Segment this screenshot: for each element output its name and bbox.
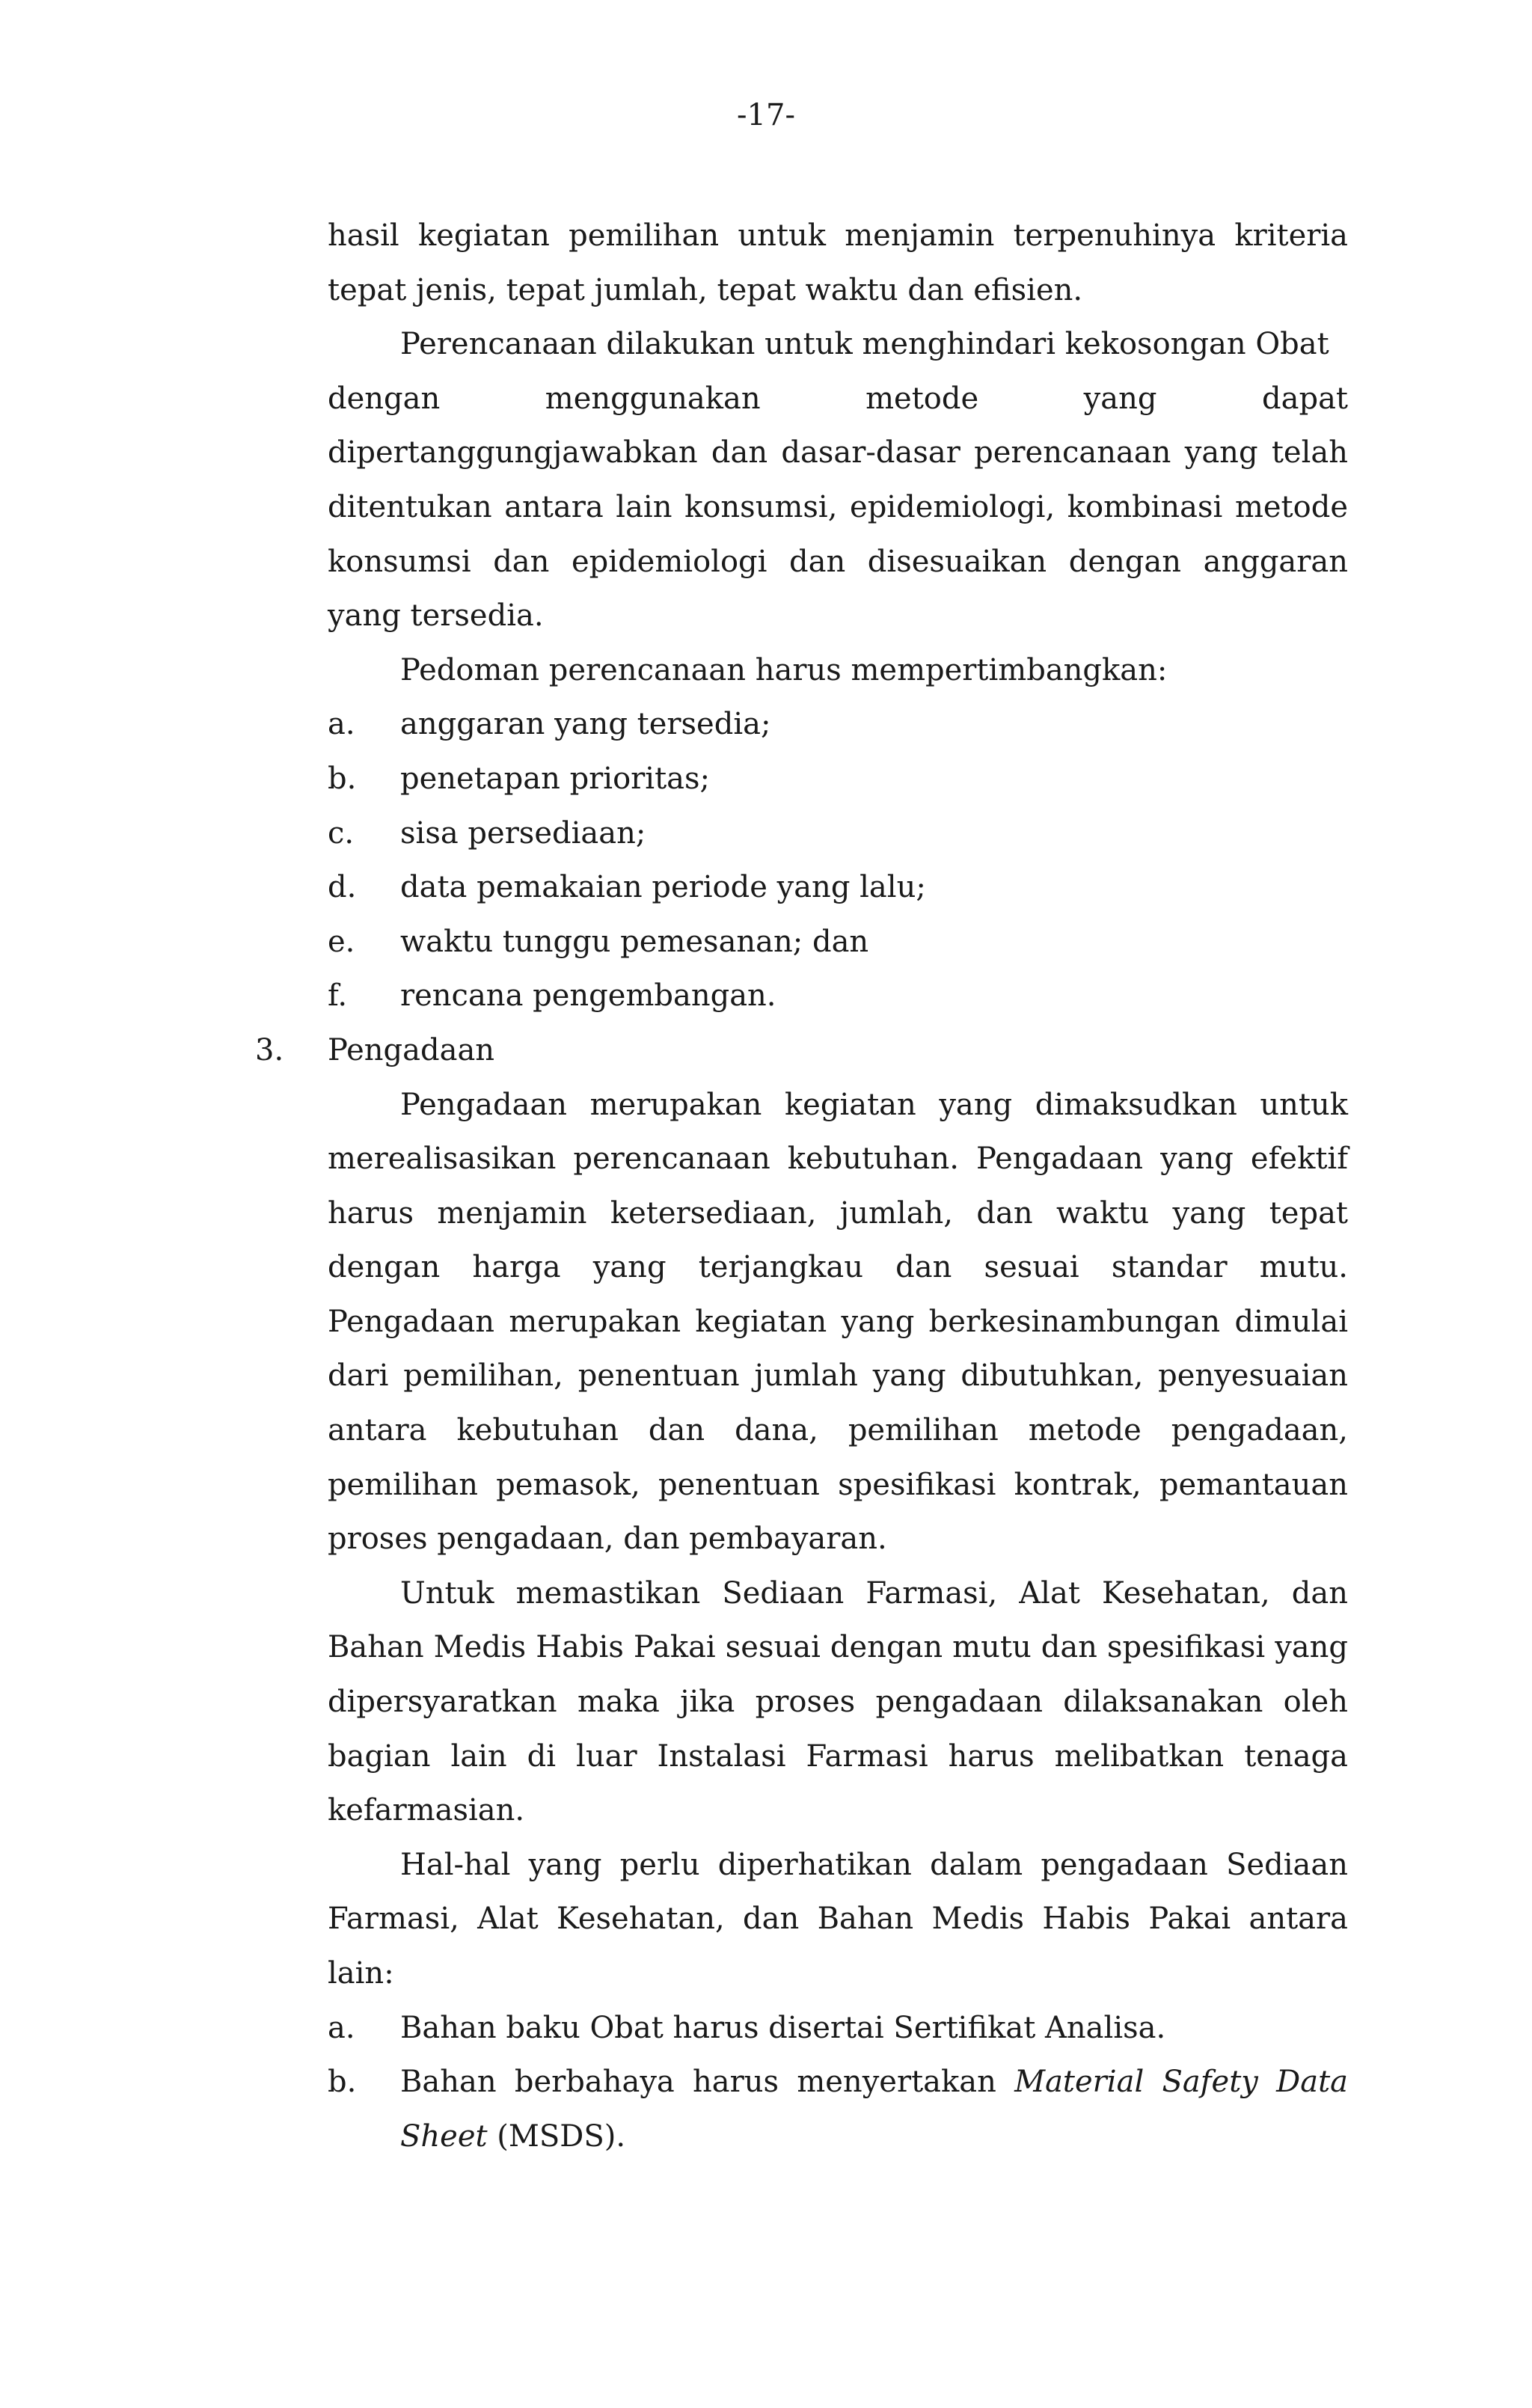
list-item-text: data pemakaian periode yang lalu; [400,870,926,905]
list-item-text: rencana pengembangan. [400,978,776,1014]
list-item [328,2055,1348,2163]
list-marker: a. [328,2010,355,2045]
list-marker: b. [328,761,357,796]
document-body [255,209,1348,2163]
pedoman-list [328,697,1348,1023]
list-item-text-suffix: (MSDS). [487,2119,626,2154]
list-item-text-plain: Bahan berbahaya harus menyertakan [400,2065,1015,2100]
list-item-text: Bahan baku Obat harus disertai Sertifikat Analisa. [400,2010,1166,2045]
list-item-text: sisa persediaan; [400,815,646,851]
paragraph-hal-hal: Hal-hal yang perlu diperhatikan dalam pengadaan Sediaan Farmasi, Alat Kesehatan, dan Bahan Medis Habis Pakai antara lain: [328,1847,1348,1991]
list-item-text: penetapan prioritas; [400,761,711,796]
paragraph-pengadaan: Pengadaan merupakan kegiatan yang dimaksudkan untuk merealisasikan perencanaan kebutuhan. Pengadaan yang efektif harus menjamin ketersediaan, jumlah, dan waktu yang tepat dengan harga yang terjangkau dan sesuai standar mutu. Pengadaan merupakan kegiatan yang berkesinambungan dimulai dari pemilihan, penentuan jumlah yang dibutuhkan, penyesuaian antara kebutuhan dan dana, pemilihan metode pengadaan, pemilihan pemasok, penentuan spesifikasi kontrak, pemantauan proses pengadaan, dan pembayaran. [328,1087,1348,1557]
paragraph-perencanaan-line2: dengan menggunakan metode yang dapat [328,381,1348,416]
list-marker: f. [328,978,348,1014]
list-item-text-italic: Material Safety Data Sheet [400,2065,1348,2154]
paragraph-perencanaan-rest: dipertanggungjawabkan dan dasar-dasar perencanaan yang telah ditentukan antara lain konsumsi, epidemiologi, kombinasi metode konsumsi dan epidemiologi dan disesuaikan dengan anggaran yang tersedia. [328,435,1348,634]
list-item-text: anggaran yang tersedia; [400,707,771,742]
hal-hal-list [328,2001,1348,2164]
page-number: -17- [737,98,795,132]
paragraph-intro-continuation: hasil kegiatan pemilihan untuk menjamin terpenuhinya kriteria tepat jenis, tepat jumlah, tepat waktu dan efisien. [328,218,1348,307]
list-item-text [400,2055,1348,2163]
paragraph-perencanaan-line1: Perencanaan dilakukan untuk menghindari kekosongan Obat [400,327,1329,362]
section-heading-pengadaan [255,1023,1348,1078]
list-marker: b. [328,2065,357,2100]
list-item [328,860,1348,915]
section-title: Pengadaan [328,1032,495,1067]
paragraph-untuk-memastikan: Untuk memastikan Sediaan Farmasi, Alat Kesehatan, dan Bahan Medis Habis Pakai sesuai dengan mutu dan spesifikasi yang dipersyaratkan maka jika proses pengadaan dilaksanakan oleh bagian lain di luar Instalasi Farmasi harus melibatkan tenaga kefarmasian. [328,1575,1348,1828]
list-item [328,752,1348,806]
section-number: 3. [255,1032,284,1067]
list-marker: c. [328,815,355,851]
paragraph-pedoman-intro: Pedoman perencanaan harus mempertimbangkan: [400,652,1168,687]
list-item [328,697,1348,752]
list-marker: a. [328,707,355,742]
list-item [328,2001,1348,2056]
paragraph-perencanaan [328,317,1348,643]
list-item-text: waktu tunggu pemesanan; dan [400,924,869,959]
list-item [328,915,1348,969]
list-item [328,806,1348,861]
list-item [328,969,1348,1023]
list-marker: e. [328,924,355,959]
list-marker: d. [328,870,357,905]
